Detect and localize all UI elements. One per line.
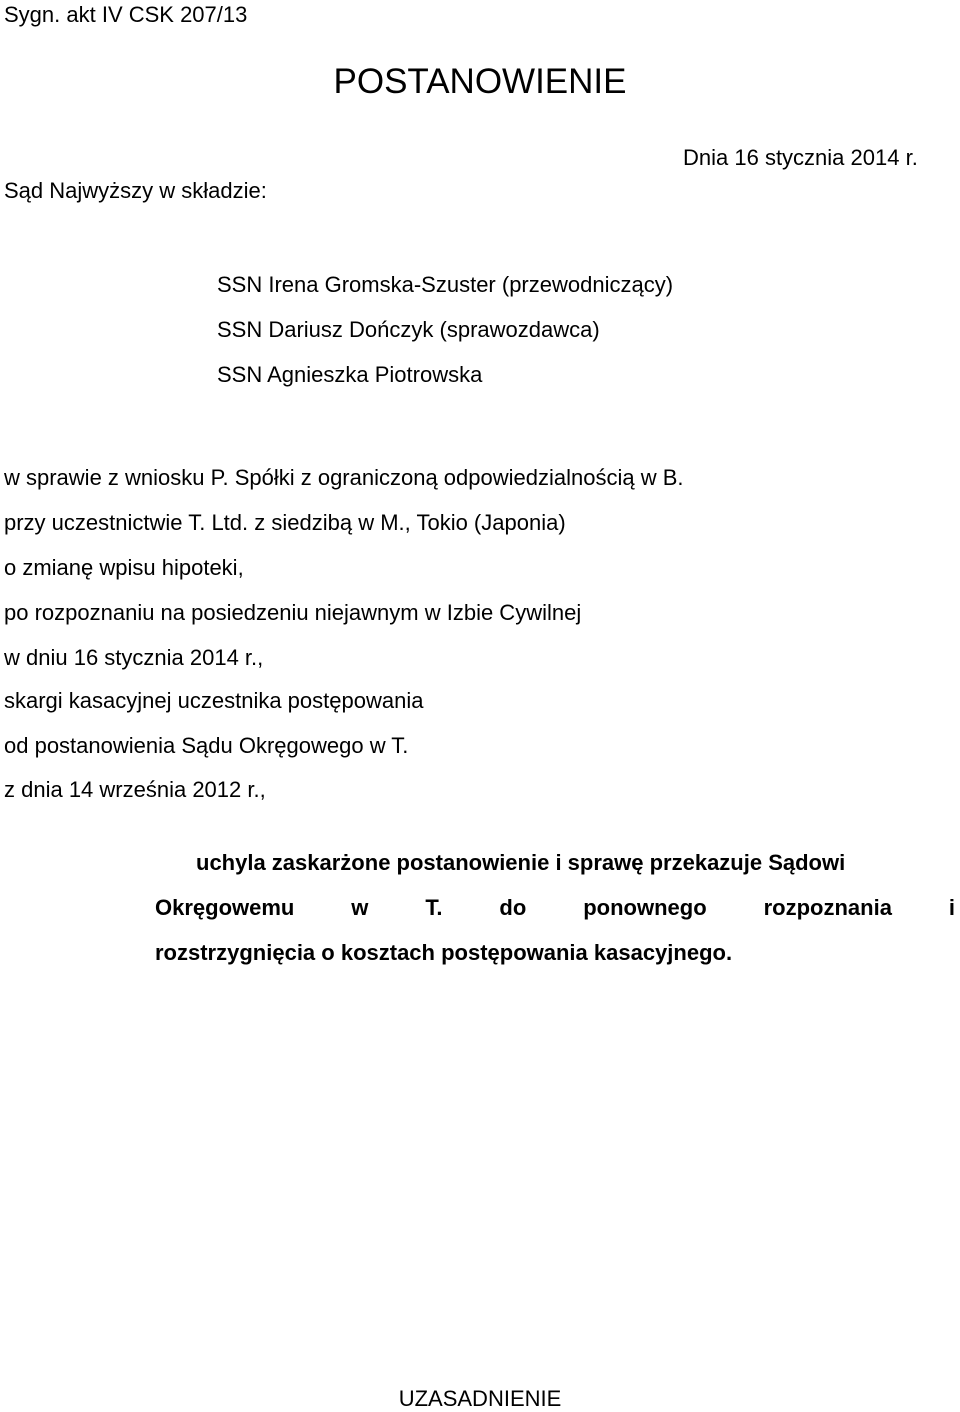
judge-presiding: SSN Irena Gromska-Szuster (przewodniczący) xyxy=(217,272,674,297)
ruling-line: rozstrzygnięcia o kosztach postępowania kasacyjnego. xyxy=(155,940,733,965)
case-line: z dnia 14 września 2012 r., xyxy=(4,777,266,802)
case-line: przy uczestnictwie T. Ltd. z siedzibą w M., Tokio (Japonia) xyxy=(4,510,566,535)
case-signature: Sygn. akt IV CSK 207/13 xyxy=(4,2,248,27)
case-line: w sprawie z wniosku P. Spółki z ograniczoną odpowiedzialnością w B. xyxy=(4,465,684,490)
judge-rapporteur: SSN Dariusz Dończyk (sprawozdawca) xyxy=(217,317,600,342)
case-line: skargi kasacyjnej uczestnika postępowania xyxy=(4,688,424,713)
ruling-date: Dnia 16 stycznia 2014 r. xyxy=(683,145,918,170)
ruling-line: Okręgowemu w T. do ponownego rozpoznania i xyxy=(155,895,955,920)
case-line: o zmianę wpisu hipoteki, xyxy=(4,555,244,580)
ruling-line: uchyla zaskarżone postanowienie i sprawę przekazuje Sądowi xyxy=(196,850,846,875)
case-line: w dniu 16 stycznia 2014 r., xyxy=(4,645,264,670)
judge-member: SSN Agnieszka Piotrowska xyxy=(217,362,483,387)
court-composition-label: Sąd Najwyższy w składzie: xyxy=(4,178,267,203)
section-heading-justification: UZASADNIENIE xyxy=(398,1386,562,1411)
case-line: po rozpoznaniu na posiedzeniu niejawnym w Izbie Cywilnej xyxy=(4,600,582,625)
document-title: POSTANOWIENIE xyxy=(333,62,627,101)
case-line: od postanowienia Sądu Okręgowego w T. xyxy=(4,733,409,758)
